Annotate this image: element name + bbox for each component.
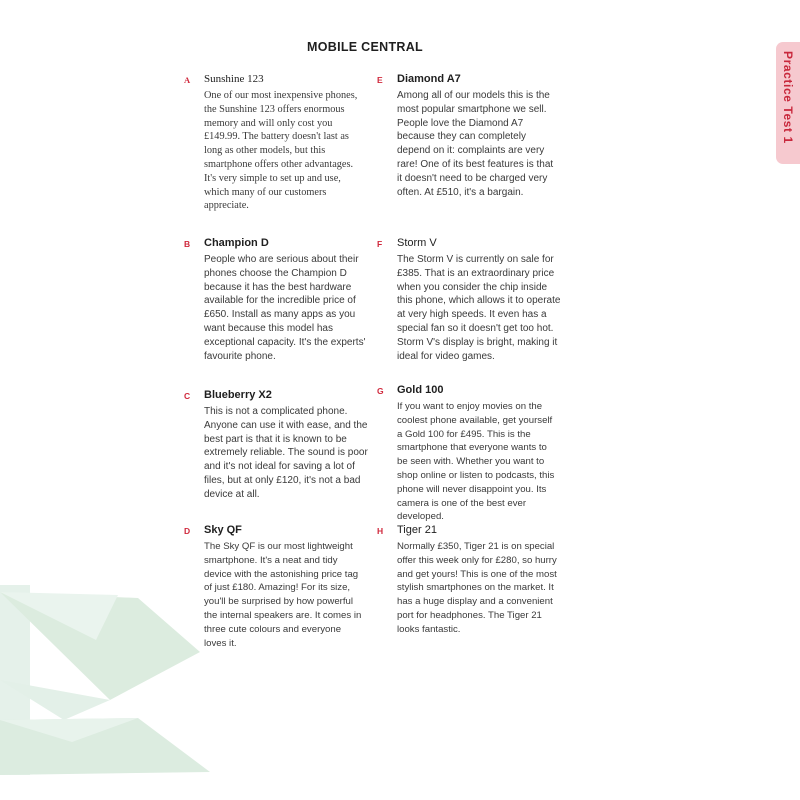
ad-letter: E [377,75,383,85]
ad-text: People who are serious about their phones choose the Champion D because it has the best hardware available for the incredible price of £650. Install as many apps as you want because this model has exceptional capacity. It's the experts' favourite phone. [204,254,366,362]
ad-letter: B [184,239,191,249]
ad-letter: D [184,526,191,536]
ad-tiger-21 [377,524,557,637]
ad-name: Diamond A7 [397,73,461,85]
ad-name: Blueberry X2 [204,389,272,401]
ad-diamond-a7 [377,73,559,199]
ad-text: Among all of our models this is the most popular smartphone we sell. People love the Diamond A7 because they can completely depend on it: complaints are very rare! One of its best features is that it doesn't need to be charged very often. At £510, it's a bargain. [397,90,554,198]
ad-name: Tiger 21 [397,524,437,536]
ad-letter: G [377,386,384,396]
ad-text: The Storm V is currently on sale for £385. That is an extraordinary price when you consider the chip inside this phone, which allows it to operate at very high speeds. It even has a special fan so it doesn't get too hot. Storm V's display is bright, making it ideal for video games. [397,254,561,362]
ad-champion-d [184,237,366,363]
ad-text: One of our most inexpensive phones, the Sunshine 123 offers enormous memory and will only cost you £149.99. The battery doesn't last as long as other models, but this smartphone offers other advantages. It's very simple to set up and use, which many of our customers appreciate. [204,90,358,212]
ad-name: Gold 100 [397,384,444,396]
ad-name: Sunshine 123 [204,73,264,85]
practice-test-tab-label: Practice Test 1 [781,51,795,144]
ad-letter: F [377,239,383,249]
ad-letter: A [184,75,191,85]
page-title: MOBILE CENTRAL [307,40,423,54]
practice-test-tab [776,42,800,164]
ad-sky-qf [184,524,364,650]
ad-name: Sky QF [204,524,242,536]
ad-letter: H [377,526,384,536]
ad-text: Normally £350, Tiger 21 is on special offer this week only for £280, so hurry and get yours! This is one of the most stylish smartphones on the market. It has a huge display and a convenient port for headphones. The Tiger 21 looks fantastic. [397,541,557,635]
decorative-paper-shapes [0,0,230,800]
ad-name: Storm V [397,237,437,249]
ad-gold-100 [377,384,559,524]
ad-text: If you want to enjoy movies on the coolest phone available, get yourself a Gold 100 for £495. This is the smartphone that everyone wants to be seen with. Whether you want to shop online or listen to podcasts, this phone will never disappoint you. Its camera is one of the best ever developed. [397,401,555,523]
ad-sunshine-123 [184,73,364,213]
ad-letter: C [184,391,191,401]
ad-text: This is not a complicated phone. Anyone can use it with ease, and the best part is that it is known to be extremely reliable. The sound is poor and it's not ideal for saving a lot of files, but at only £120, it's not a bad device at all. [204,406,368,500]
ad-text: The Sky QF is our most lightweight smartphone. It's a neat and tidy device with the astonishing price tag of just £180. Amazing! For its size, you'll be surprised by how powerful the internal speakers are. It comes in three cute colours and everyone loves it. [204,541,362,649]
ad-name: Champion D [204,237,269,249]
ad-blueberry-x2 [184,389,370,502]
ad-storm-v [377,237,561,363]
